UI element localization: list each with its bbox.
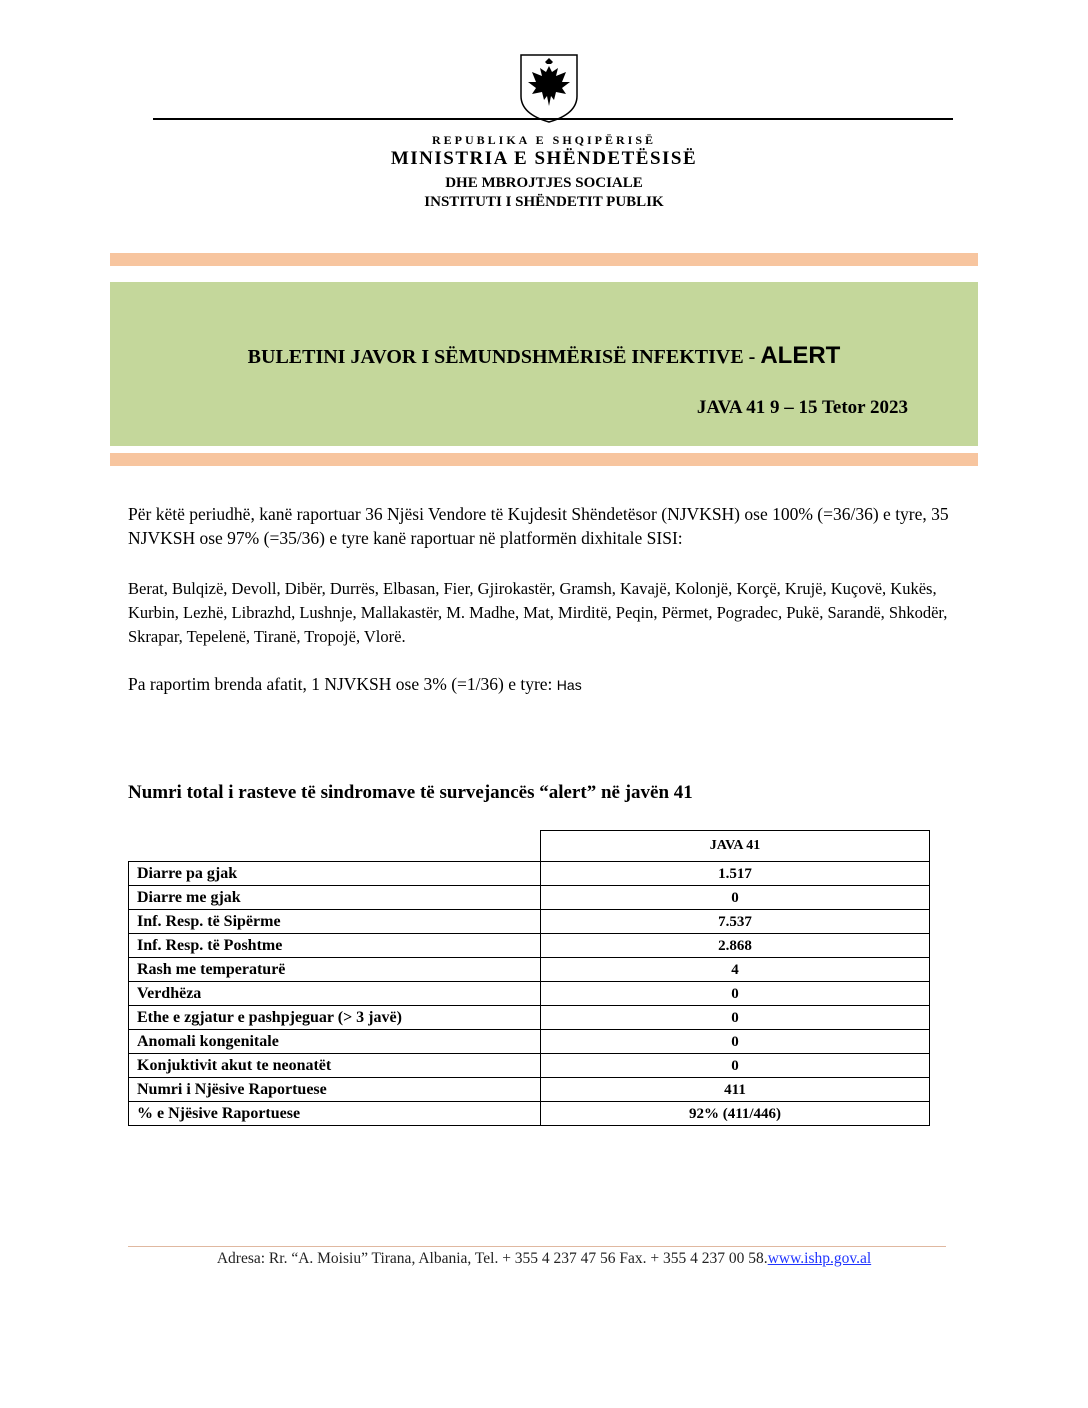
table-header-row	[129, 831, 930, 862]
bulletin-title	[110, 342, 978, 370]
late-report-unit: Has	[556, 677, 582, 693]
row-label: Numri i Njësive Raportuese	[129, 1078, 541, 1102]
alert-syndromes-table	[128, 830, 930, 1126]
row-value: 0	[541, 1006, 930, 1030]
row-label: Diarre pa gjak	[129, 862, 541, 886]
row-value: 92% (411/446)	[541, 1102, 930, 1126]
website-link[interactable]: www.ishp.gov.al	[767, 1250, 872, 1267]
table-row	[129, 1054, 930, 1078]
row-value: 1.517	[541, 862, 930, 886]
footer-address-text: Adresa: Rr. “A. Moisiu” Tirana, Albania, Tel. + 355 4 237 47 56 Fax. + 355 4 237 00 58.	[216, 1250, 768, 1267]
table-row	[129, 982, 930, 1006]
row-label: Konjuktivit akut te neonatët	[129, 1054, 541, 1078]
reporting-summary: Për këtë periudhë, kanë raportuar 36 Njësi Vendore të Kujdesit Shëndetësor (NJVKSH) ose 100% (=36/36) e tyre, 35 NJVKSH ose 97% (=35/36) e tyre kanë raportuar në platformën dixhitale SISI:	[128, 504, 949, 548]
ministry-heading: MINISTRIA E SHËNDETËSISË	[390, 148, 698, 169]
row-value: 0	[541, 1030, 930, 1054]
table-row	[129, 1006, 930, 1030]
row-value: 411	[541, 1078, 930, 1102]
row-label: Ethe e zgjatur e pashpjeguar (> 3 javë)	[129, 1006, 541, 1030]
late-report-text: Pa raportim brenda afatit, 1 NJVKSH ose 3% (=1/36) e tyre:	[128, 674, 557, 694]
bulletin-title-alert: ALERT	[760, 342, 841, 369]
table-row	[129, 1102, 930, 1126]
table-row	[129, 886, 930, 910]
late-report	[128, 672, 968, 697]
table-row	[129, 958, 930, 982]
orange-band-bottom	[110, 453, 978, 466]
header-divider	[153, 118, 953, 120]
row-value: 4	[541, 958, 930, 982]
row-value: 0	[541, 1054, 930, 1078]
table-header-blank	[129, 831, 541, 862]
row-label: Diarre me gjak	[129, 886, 541, 910]
row-label: Anomali kongenitale	[129, 1030, 541, 1054]
footer-address	[0, 1250, 1088, 1268]
row-label: Inf. Resp. të Poshtme	[129, 934, 541, 958]
row-label: % e Njësive Raportuese	[129, 1102, 541, 1126]
republic-heading: REPUBLIKA E SHQIPËRISË	[431, 133, 657, 147]
row-value: 2.868	[541, 934, 930, 958]
albanian-eagle-emblem-icon	[518, 52, 580, 124]
table-row	[129, 934, 930, 958]
ministry-subheading: DHE MBROJTJES SOCIALE	[445, 175, 643, 191]
row-label: Verdhëza	[129, 982, 541, 1006]
row-value: 7.537	[541, 910, 930, 934]
table-row	[129, 1030, 930, 1054]
district-list: Berat, Bulqizë, Devoll, Dibër, Durrës, Elbasan, Fier, Gjirokastër, Gramsh, Kavajë, Kolonjë, Korçë, Krujë, Kuçovë, Kukës, Kurbin, Lezhë, Librazhd, Lushnje, Mallakastër, M. Madhe, Mat, Mirditë, Peqin, Përmet, Pogradec, Pukë, Sarandë, Shkodër, Skrapar, Tepelenë, Tiranë, Tropojë, Vlorë.	[128, 579, 948, 646]
table-row	[129, 1078, 930, 1102]
bulletin-title-text: BULETINI JAVOR I SËMUNDSHMËRISË INFEKTIVE -	[247, 346, 761, 368]
row-value: 0	[541, 886, 930, 910]
week-label: JAVA 41 9 – 15 Tetor 2023	[696, 397, 908, 418]
table-column-header: JAVA 41	[541, 831, 930, 862]
row-label: Rash me temperaturë	[129, 958, 541, 982]
table-row	[129, 910, 930, 934]
orange-band-top	[110, 253, 978, 266]
row-value: 0	[541, 982, 930, 1006]
footer-divider	[128, 1246, 946, 1247]
row-label: Inf. Resp. të Sipërme	[129, 910, 541, 934]
table-title: Numri total i rasteve të sindromave të survejancës “alert” në javën 41	[128, 782, 693, 803]
institute-heading: INSTITUTI I SHËNDETIT PUBLIK	[424, 194, 664, 210]
table-row	[129, 862, 930, 886]
